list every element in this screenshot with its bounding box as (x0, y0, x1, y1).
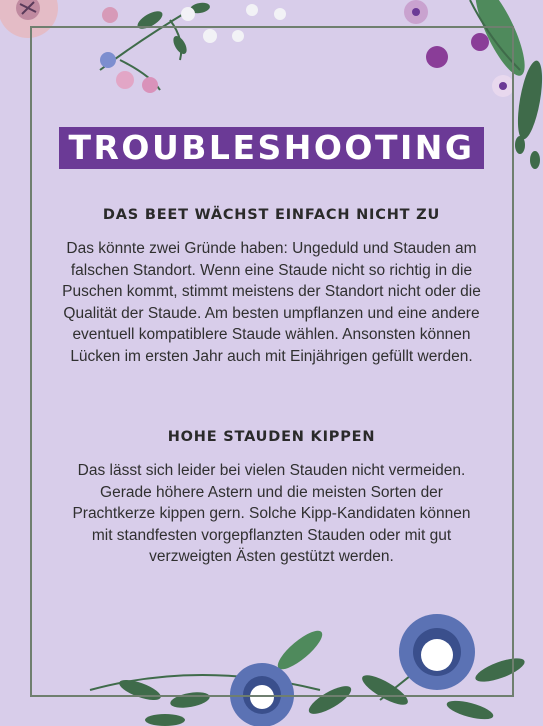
title-container (0, 127, 543, 169)
section-heading: DAS BEET WÄCHST EINFACH NICHT ZU (102, 207, 441, 223)
section-body: Das könnte zwei Gründe haben: Ungeduld und Stauden am falschen Standort. Wenn eine Staude nicht so richtig in die Puschen kommt, stimmt meistens der Standort nicht oder die Qualität der Staude. Am besten umpflanzen und eine andere eventuell kompatiblere Staude wählen. Ansonsten können Lücken im ersten Jahr auch mit Einjährigen gefüllt werden. (62, 240, 481, 365)
section-heading: HOHE STAUDEN KIPPEN (167, 429, 376, 445)
section-hohe-stauden-kippen (60, 427, 483, 568)
section-body: Das lässt sich leider bei vielen Stauden nicht vermeiden. Gerade höhere Astern und die meisten Sorten der Prachtkerze kippen gern. Solche Kipp-Kandidaten können mit standfesten vorgepflanzten Stauden oder mit gut verzweigten Ästen gestützt werden. (72, 462, 471, 565)
page-title: TROUBLESHOOTING (59, 127, 485, 169)
section-beet-waechst-nicht-zu (60, 205, 483, 367)
